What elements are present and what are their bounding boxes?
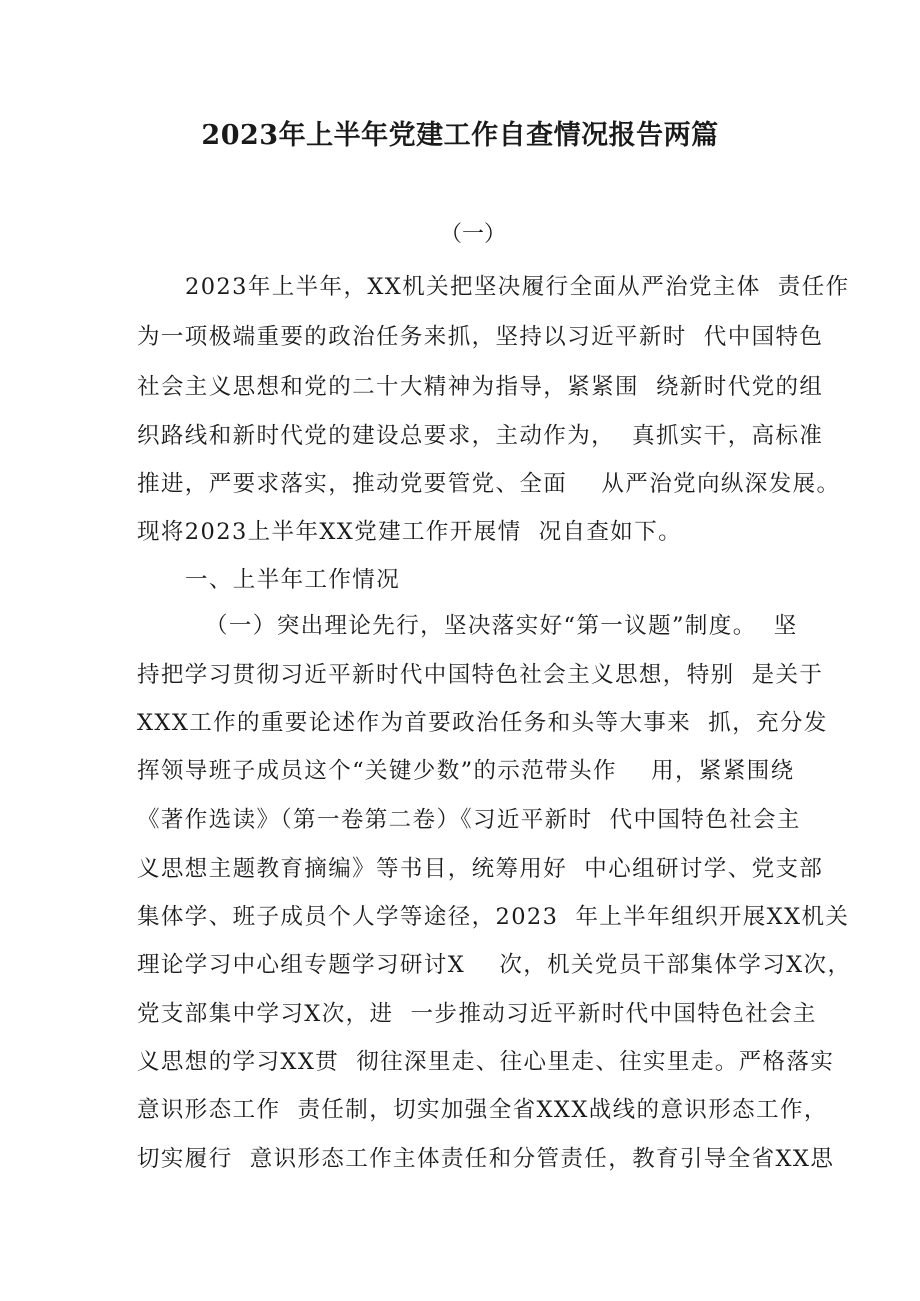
paragraph-line: 社会主义思想和党的二十大精神为指导，紧紧围 绕新时代党的组 bbox=[137, 374, 824, 400]
document-title: 2023年上半年党建工作自查情况报告两篇 bbox=[201, 120, 719, 151]
section-number: （一） bbox=[439, 222, 506, 247]
heading-line: 一、上半年工作情况 bbox=[185, 567, 401, 593]
paragraph-line: 理论学习中心组专题学习研讨X 次，机关党员干部集体学习X次， bbox=[137, 952, 852, 978]
paragraph-line: 义思想的学习XX贯 彻往深里走、往心里走、往实里走。严格落实 bbox=[137, 1049, 835, 1075]
paragraph-line: 持把学习贯彻习近平新时代中国特色社会主义思想，特别 是关于 bbox=[137, 662, 824, 688]
paragraph-line: 织路线和新时代党的建设总要求，主动作为， 真抓实干，高标准 bbox=[137, 423, 824, 449]
paragraph-line: 义思想主题教育摘编》等书目，统筹用好 中心组研讨学、党支部 bbox=[137, 856, 824, 882]
paragraph-line: 挥领导班子成员这个“关键少数”的示范带头作 用，紧紧围绕 bbox=[137, 758, 795, 784]
paragraph-line: 《著作选读》（第一卷第二卷）《习近平新时 代中国特色社会主 bbox=[137, 807, 801, 833]
paragraph-line: 切实履行 意识形态工作主体责任和分管责任，教育引导全省XX思 bbox=[137, 1146, 835, 1172]
paragraph-line: 2023年上半年，XX机关把坚决履行全面从严治党主体 责任作 bbox=[185, 274, 850, 300]
paragraph-line: 为一项极端重要的政治任务来抓，坚持以习近平新时 代中国特色 bbox=[137, 324, 824, 350]
subheading-line: （一）突出理论先行，坚决落实好“第一议题”制度。 坚 bbox=[205, 613, 798, 639]
paragraph-line: 推进，严要求落实，推动党要管党、全面 从严治党向纵深发展。 bbox=[137, 471, 841, 497]
paragraph-line: 现将2023上半年XX党建工作开展情 况自查如下。 bbox=[137, 519, 683, 545]
paragraph-line: XXX工作的重要论述作为首要政治任务和头等大事来 抓，充分发 bbox=[137, 710, 828, 736]
paragraph-line: 党支部集中学习X次，进 一步推动习近平新时代中国特色社会主 bbox=[137, 1001, 817, 1027]
paragraph-line: 意识形态工作 责任制，切实加强全省XXX战线的意识形态工作， bbox=[137, 1097, 828, 1123]
paragraph-line: 集体学、班子成员个人学等途径，2023 年上半年组织开展XX机关 bbox=[137, 904, 850, 930]
